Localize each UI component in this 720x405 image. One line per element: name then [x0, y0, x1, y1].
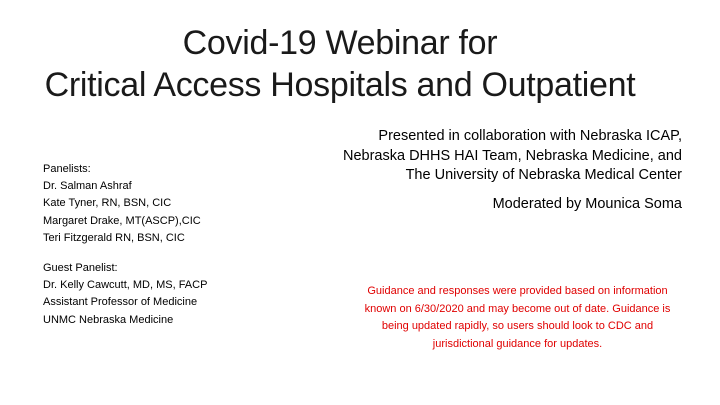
- collaboration-line-2: Nebraska DHHS HAI Team, Nebraska Medicine, and: [342, 147, 682, 164]
- collaboration-line-1: Presented in collaboration with Nebraska ICAP,: [378, 128, 682, 144]
- panelist-name: Kate Tyner, RN, BSN, CIC: [43, 197, 172, 210]
- slide-title: [0, 22, 680, 106]
- disclaimer-line-1: Guidance and responses were provided based on information: [367, 285, 668, 297]
- panelists-heading: Panelists:: [43, 163, 91, 175]
- disclaimer-line-4: jurisdictional guidance for updates.: [432, 337, 603, 350]
- panelist-name: Margaret Drake, MT(ASCP),CIC: [43, 214, 201, 227]
- guest-panelist-heading: Guest Panelist:: [43, 262, 118, 274]
- guest-panelist-name: Dr. Kelly Cawcutt, MD, MS, FACP: [43, 279, 208, 292]
- slide-title-line-1: Covid-19 Webinar for: [182, 24, 498, 62]
- slide-title-line-2: Critical Access Hospitals and Outpatient: [44, 66, 636, 104]
- guest-panelist-title: Assistant Professor of Medicine: [43, 296, 198, 309]
- disclaimer-line-3: being updated rapidly, so users should look to CDC and: [381, 320, 654, 332]
- collaboration-line-3: The University of Nebraska Medical Center: [405, 167, 682, 183]
- disclaimer-line-2: known on 6/30/2020 and may become out of date. Guidance is: [364, 302, 671, 315]
- panelist-name: Teri Fitzgerald RN, BSN, CIC: [43, 231, 185, 244]
- panelist-name: Dr. Salman Ashraf: [43, 180, 132, 193]
- guidance-disclaimer: [330, 283, 705, 353]
- guest-panelist-block: [43, 260, 207, 329]
- moderator-credit: Moderated by Mounica Soma: [492, 196, 682, 212]
- guest-panelist-affiliation: UNMC Nebraska Medicine: [43, 313, 174, 326]
- collaboration-statement: [282, 127, 682, 186]
- panelists-list: [43, 161, 201, 247]
